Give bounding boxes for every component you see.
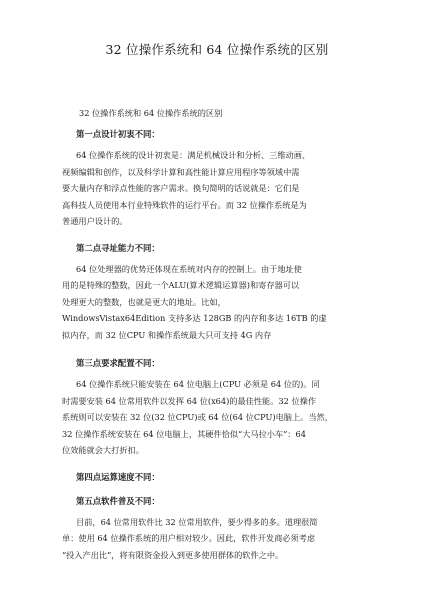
paragraph-line: 单：使用 64 位操作系统的用户相对较少。因此，软件开发商必须考虑 <box>62 533 316 543</box>
paragraph-line: 时需要安装 64 位常用软件以发挥 64 位(x64)的最佳性能。32 位操作 <box>62 395 317 406</box>
paragraph-line: 64 位操作系统的设计初衷是：满足机械设计和分析、三维动画、 <box>76 150 311 160</box>
section-heading-2: 第二点寻址能力不同： <box>76 242 160 253</box>
section-heading-3: 第三点要求配置不同： <box>76 358 160 368</box>
section-paragraph-2 <box>62 261 372 344</box>
section-heading-4: 第四点运算速度不同： <box>76 471 160 482</box>
paragraph-line: 拟内存，而 32 位CPU 和操作系统最大只可支持 4G 内存 <box>62 329 272 340</box>
paragraph-line: WindowsVistax64Edition 支持多达 128GB 的内存和多达 16TB 的虚 <box>62 313 327 323</box>
paragraph-line: 系统则可以安装在 32 位(32 位CPU)或 64 位(64 位CPU)电脑上。当然， <box>62 412 333 422</box>
paragraph-line: 普通用户设计的。 <box>62 216 128 226</box>
section-paragraph-1 <box>62 147 372 230</box>
paragraph-line: 位效能就会大打折扣。 <box>62 445 144 455</box>
paragraph-line: 处理更大的整数，也就是更大的地址。比如， <box>62 296 226 307</box>
document-title: 32 位操作系统和 64 位操作系统的区别 <box>105 42 329 57</box>
paragraph-line: 目前，64 位常用软件比 32 位常用软件，要少得多的多。道理很简 <box>76 516 318 527</box>
section-paragraph-3 <box>62 376 372 459</box>
paragraph-line: 64 位处理器的优势还体现在系统对内存的控制上。由于地址使 <box>76 263 302 274</box>
section-paragraph-5 <box>62 514 372 564</box>
paragraph-line: 用的是特殊的整数，因此一个ALU(算术逻辑运算器)和寄存器可以 <box>62 280 300 290</box>
paragraph-line: “投入产出比”，将有限资金投入到更多使用群体的软件之中。 <box>62 549 284 560</box>
section-heading-5: 第五点软件普及不同： <box>76 495 160 506</box>
document-subtitle: 32 位操作系统和 64 位操作系统的区别 <box>79 108 223 118</box>
paragraph-line: 高科技人员使用本行业特殊软件的运行平台。而 32 位操作系统是为 <box>62 199 307 210</box>
paragraph-line: 要大量内存和浮点性能的客户需求。换句简明的话说就是：它们是 <box>62 183 300 193</box>
paragraph-line: 64 位操作系统只能安装在 64 位电脑上(CPU 必须是 64 位的)。同 <box>76 379 320 389</box>
paragraph-line: 视频编辑和创作，以及科学计算和高性能计算应用程序等领域中需 <box>62 166 300 177</box>
paragraph-line: 32 位操作系统安装在 64 位电脑上，其硬件恰似“大马拉小车”：64 <box>62 428 306 439</box>
section-heading-1: 第一点设计初衷不同： <box>76 129 160 139</box>
